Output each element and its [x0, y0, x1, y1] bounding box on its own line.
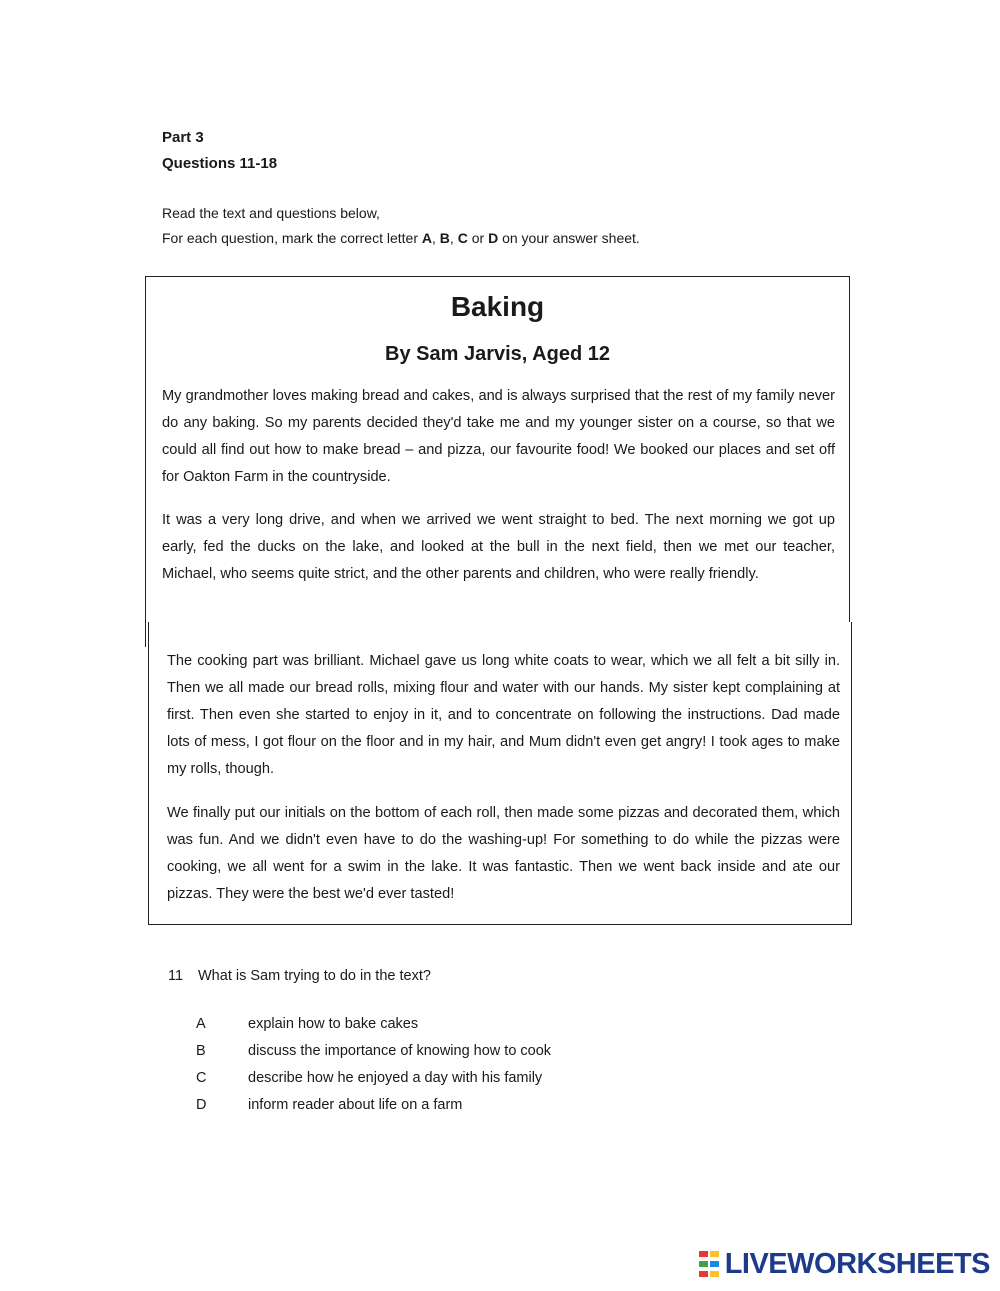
option-letter: C [196, 1070, 207, 1086]
question-number: 11 [168, 968, 184, 984]
option-b[interactable] [196, 1043, 551, 1059]
instruction-line-1: Read the text and questions below, [162, 205, 380, 221]
logo-block [710, 1251, 719, 1257]
logo-block [699, 1261, 708, 1267]
article-paragraph-1: My grandmother loves making bread and cakes, and is always surprised that the rest of my family never do any baking. So my parents decided they'd take me and my younger sister on a course, so that we could all find out how to make bread – and pizza, our favourite food! We booked our places and set off for Oakton Farm in the countryside. [162, 388, 835, 485]
or-text: or [471, 230, 485, 246]
article-title: Baking [450, 291, 545, 322]
option-letter: A [196, 1016, 206, 1032]
question-11 [168, 968, 431, 984]
article-paragraph-2: It was a very long drive, and when we arrived we went straight to bed. The next morning we got up early, fed the ducks on the lake, and looked at the bull in the next field, then we met our teacher, Michael, who seems quite strict, and the other parents and children, who were really friendly. [162, 512, 835, 582]
option-d[interactable] [196, 1097, 462, 1113]
questions-range-heading: Questions 11-18 [162, 155, 278, 172]
article-box-top [145, 276, 850, 647]
article-paragraph-4: We finally put our initials on the bottom of each roll, then made some pizzas and decorated them, which was fun. And we didn't even have to do the washing-up! For something to do while the pizzas were cooking, we all went for a swim in the lake. It was fantastic. Then we went back inside and ate our pizzas. They were the best we'd ever tasted! [167, 805, 840, 902]
option-a[interactable] [196, 1016, 418, 1032]
option-text: describe how he enjoyed a day with his family [248, 1070, 543, 1086]
logo-block [699, 1271, 708, 1277]
logo-blocks-icon [699, 1251, 721, 1277]
logo-text: LIVEWORKSHEETS [724, 1247, 990, 1280]
option-letter: B [196, 1043, 206, 1059]
letter-c: C [457, 230, 468, 246]
letter-a: A [421, 230, 433, 246]
instruction-text: For each question, mark the correct letter [162, 230, 418, 246]
letter-d: D [488, 230, 499, 246]
article-paragraph-3: The cooking part was brilliant. Michael gave us long white coats to wear, which we all felt a bit silly in. Then we all made our bread rolls, mixing flour and water with our hands. My sister kept complaining at first. Then even she started to enjoy in it, and to concentrate on following the instructions. Dad made lots of mess, I got flour on the floor and in my hair, and Mum didn't even get angry! I took ages to make my rolls, though. [167, 653, 840, 777]
comma: , [432, 230, 436, 246]
logo-block [710, 1261, 719, 1267]
option-text: explain how to bake cakes [248, 1016, 419, 1032]
question-text: What is Sam trying to do in the text? [198, 968, 431, 984]
option-letter: D [196, 1097, 207, 1113]
option-text: discuss the importance of knowing how to cook [248, 1043, 552, 1059]
logo-block [699, 1251, 708, 1257]
comma: , [449, 230, 454, 246]
option-c[interactable] [196, 1070, 542, 1086]
article-box-bottom [148, 622, 852, 925]
instruction-text-end: on your answer sheet. [502, 230, 640, 246]
logo-block [710, 1271, 719, 1277]
letter-b: B [439, 230, 450, 246]
instruction-line-2 [162, 230, 640, 246]
liveworksheets-logo[interactable] [699, 1247, 990, 1281]
article-byline: By Sam Jarvis, Aged 12 [385, 343, 610, 365]
option-text: inform reader about life on a farm [248, 1097, 463, 1113]
part-heading: Part 3 [162, 129, 204, 146]
